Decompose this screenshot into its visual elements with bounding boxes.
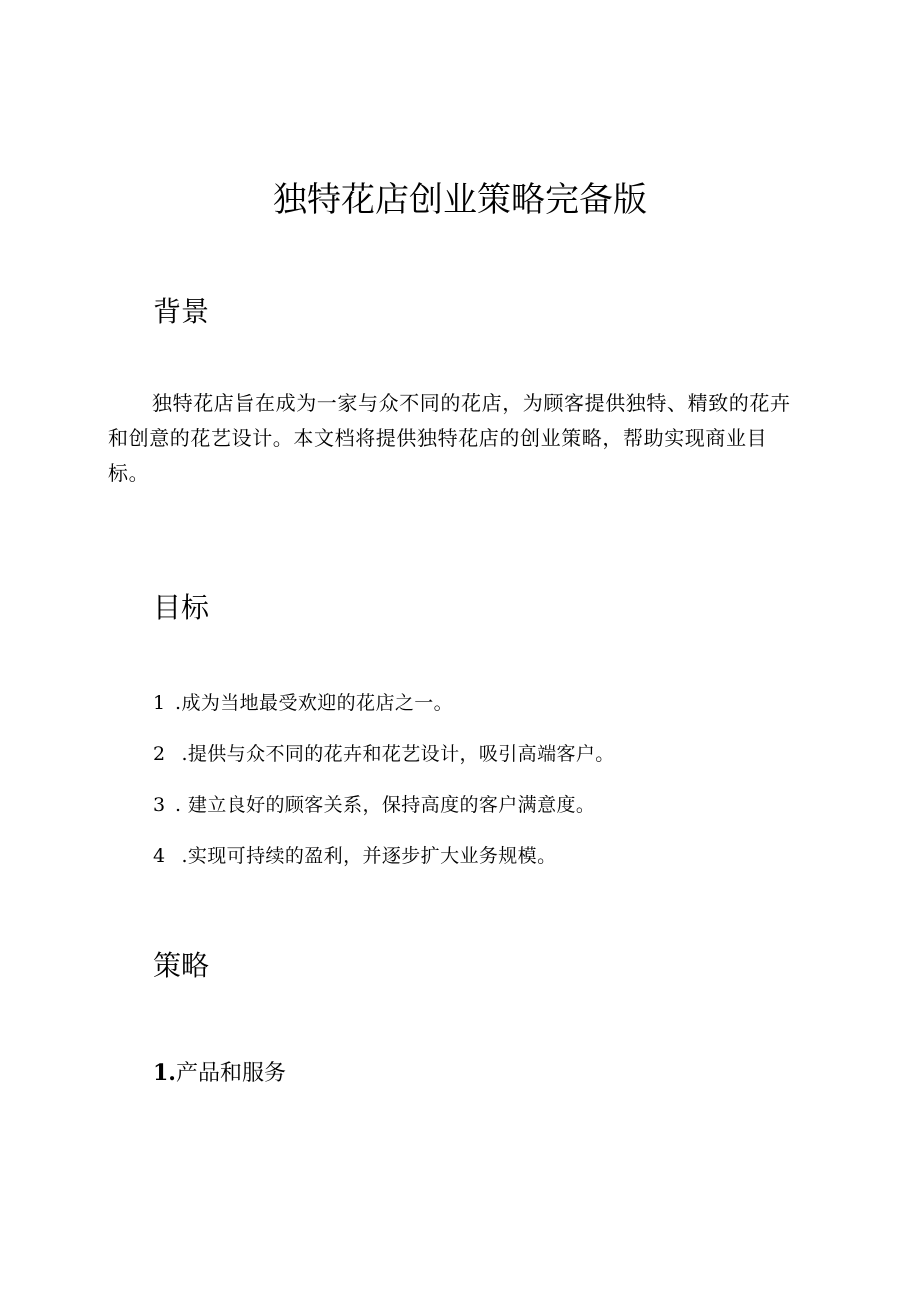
document-title: 独特花店创业策略完备版 (273, 180, 647, 220)
goal-number: 4 (153, 845, 166, 867)
strategy-subheading-products-services (153, 1057, 286, 1090)
goal-text: .实现可持续的盈利，并逐步扩大业务规模。 (175, 845, 557, 867)
background-paragraph: 独特花店旨在成为一家与众不同的花店，为顾客提供独特、精致的花卉和创意的花艺设计。本文档将提供独特花店的创业策略，帮助实现商业目标。 (108, 391, 791, 485)
goal-text: .成为当地最受欢迎的花店之一。 (175, 692, 454, 714)
section-heading-goals: 目标 (153, 591, 210, 624)
subheading-number: 1. (153, 1060, 176, 1086)
section-heading-strategy: 策略 (153, 949, 210, 982)
subheading-title: 产品和服务 (175, 1061, 286, 1086)
section-heading-background: 背景 (153, 295, 210, 328)
goal-item-2 (153, 741, 615, 767)
goal-item-4 (153, 843, 615, 869)
goal-number: 3 (153, 794, 166, 816)
goal-item-3 (153, 792, 615, 818)
goal-number: 1 (153, 692, 166, 714)
goal-item-1 (153, 690, 615, 716)
goal-number: 2 (153, 743, 166, 765)
goal-text: .提供与众不同的花卉和花艺设计，吸引高端客户。 (175, 743, 615, 765)
goals-list (153, 690, 615, 894)
goal-text: . 建立良好的顾客关系，保持高度的客户满意度。 (175, 794, 596, 816)
